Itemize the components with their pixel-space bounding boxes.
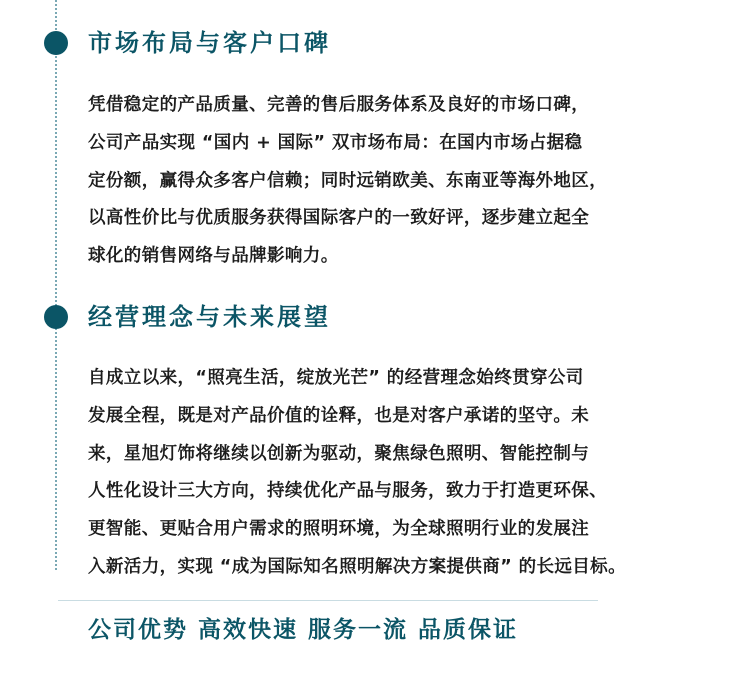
paragraph-line: 凭借稳定的产品质量、完善的售后服务体系及良好的市场口碑， [88, 95, 590, 115]
section-2-bullet-dot [44, 305, 68, 329]
paragraph-line: 入新活力，实现 “成为国际知名照明解决方案提供商” 的长远目标。 [88, 556, 626, 577]
paragraph-line: 自成立以来，“照亮生活，绽放光芒” 的经营理念始终贯穿公司 [88, 368, 584, 388]
paragraph-line: 发展全程，既是对产品价值的诠释，也是对客户承诺的坚守。未 [88, 405, 590, 426]
divider-line [58, 600, 598, 601]
paragraph-line: 公司产品实现 “国内 + 国际” 双市场布局：在国内市场占据稳 [88, 132, 583, 153]
paragraph-line: 以高性价比与优质服务获得国际客户的一致好评，逐步建立起全 [88, 208, 590, 229]
paragraph-line: 人性化设计三大方向，持续优化产品与服务，致力于打造更环保、 [88, 481, 608, 502]
paragraph-line: 球化的销售网络与品牌影响力。 [88, 246, 339, 267]
paragraph-line: 来，星旭灯饰将继续以创新为驱动，聚焦绿色照明、智能控制与 [88, 443, 590, 464]
section-title-business-philosophy: 经营理念与未来展望 [88, 303, 331, 331]
timeline-dotted-line [55, 0, 57, 570]
section-2-paragraph [88, 360, 728, 587]
paragraph-line: 更智能、更贴合用户需求的照明环境，为全球照明行业的发展注 [88, 519, 590, 540]
section-1-bullet-dot [44, 31, 68, 55]
paragraph-line: 定份额，赢得众多客户信赖；同时远销欧美、东南亚等海外地区， [88, 170, 608, 191]
section-1-paragraph [88, 87, 728, 276]
company-advantages-slogan: 公司优势 高效快速 服务一流 品质保证 [88, 617, 519, 643]
section-title-market-layout: 市场布局与客户口碑 [88, 29, 331, 57]
